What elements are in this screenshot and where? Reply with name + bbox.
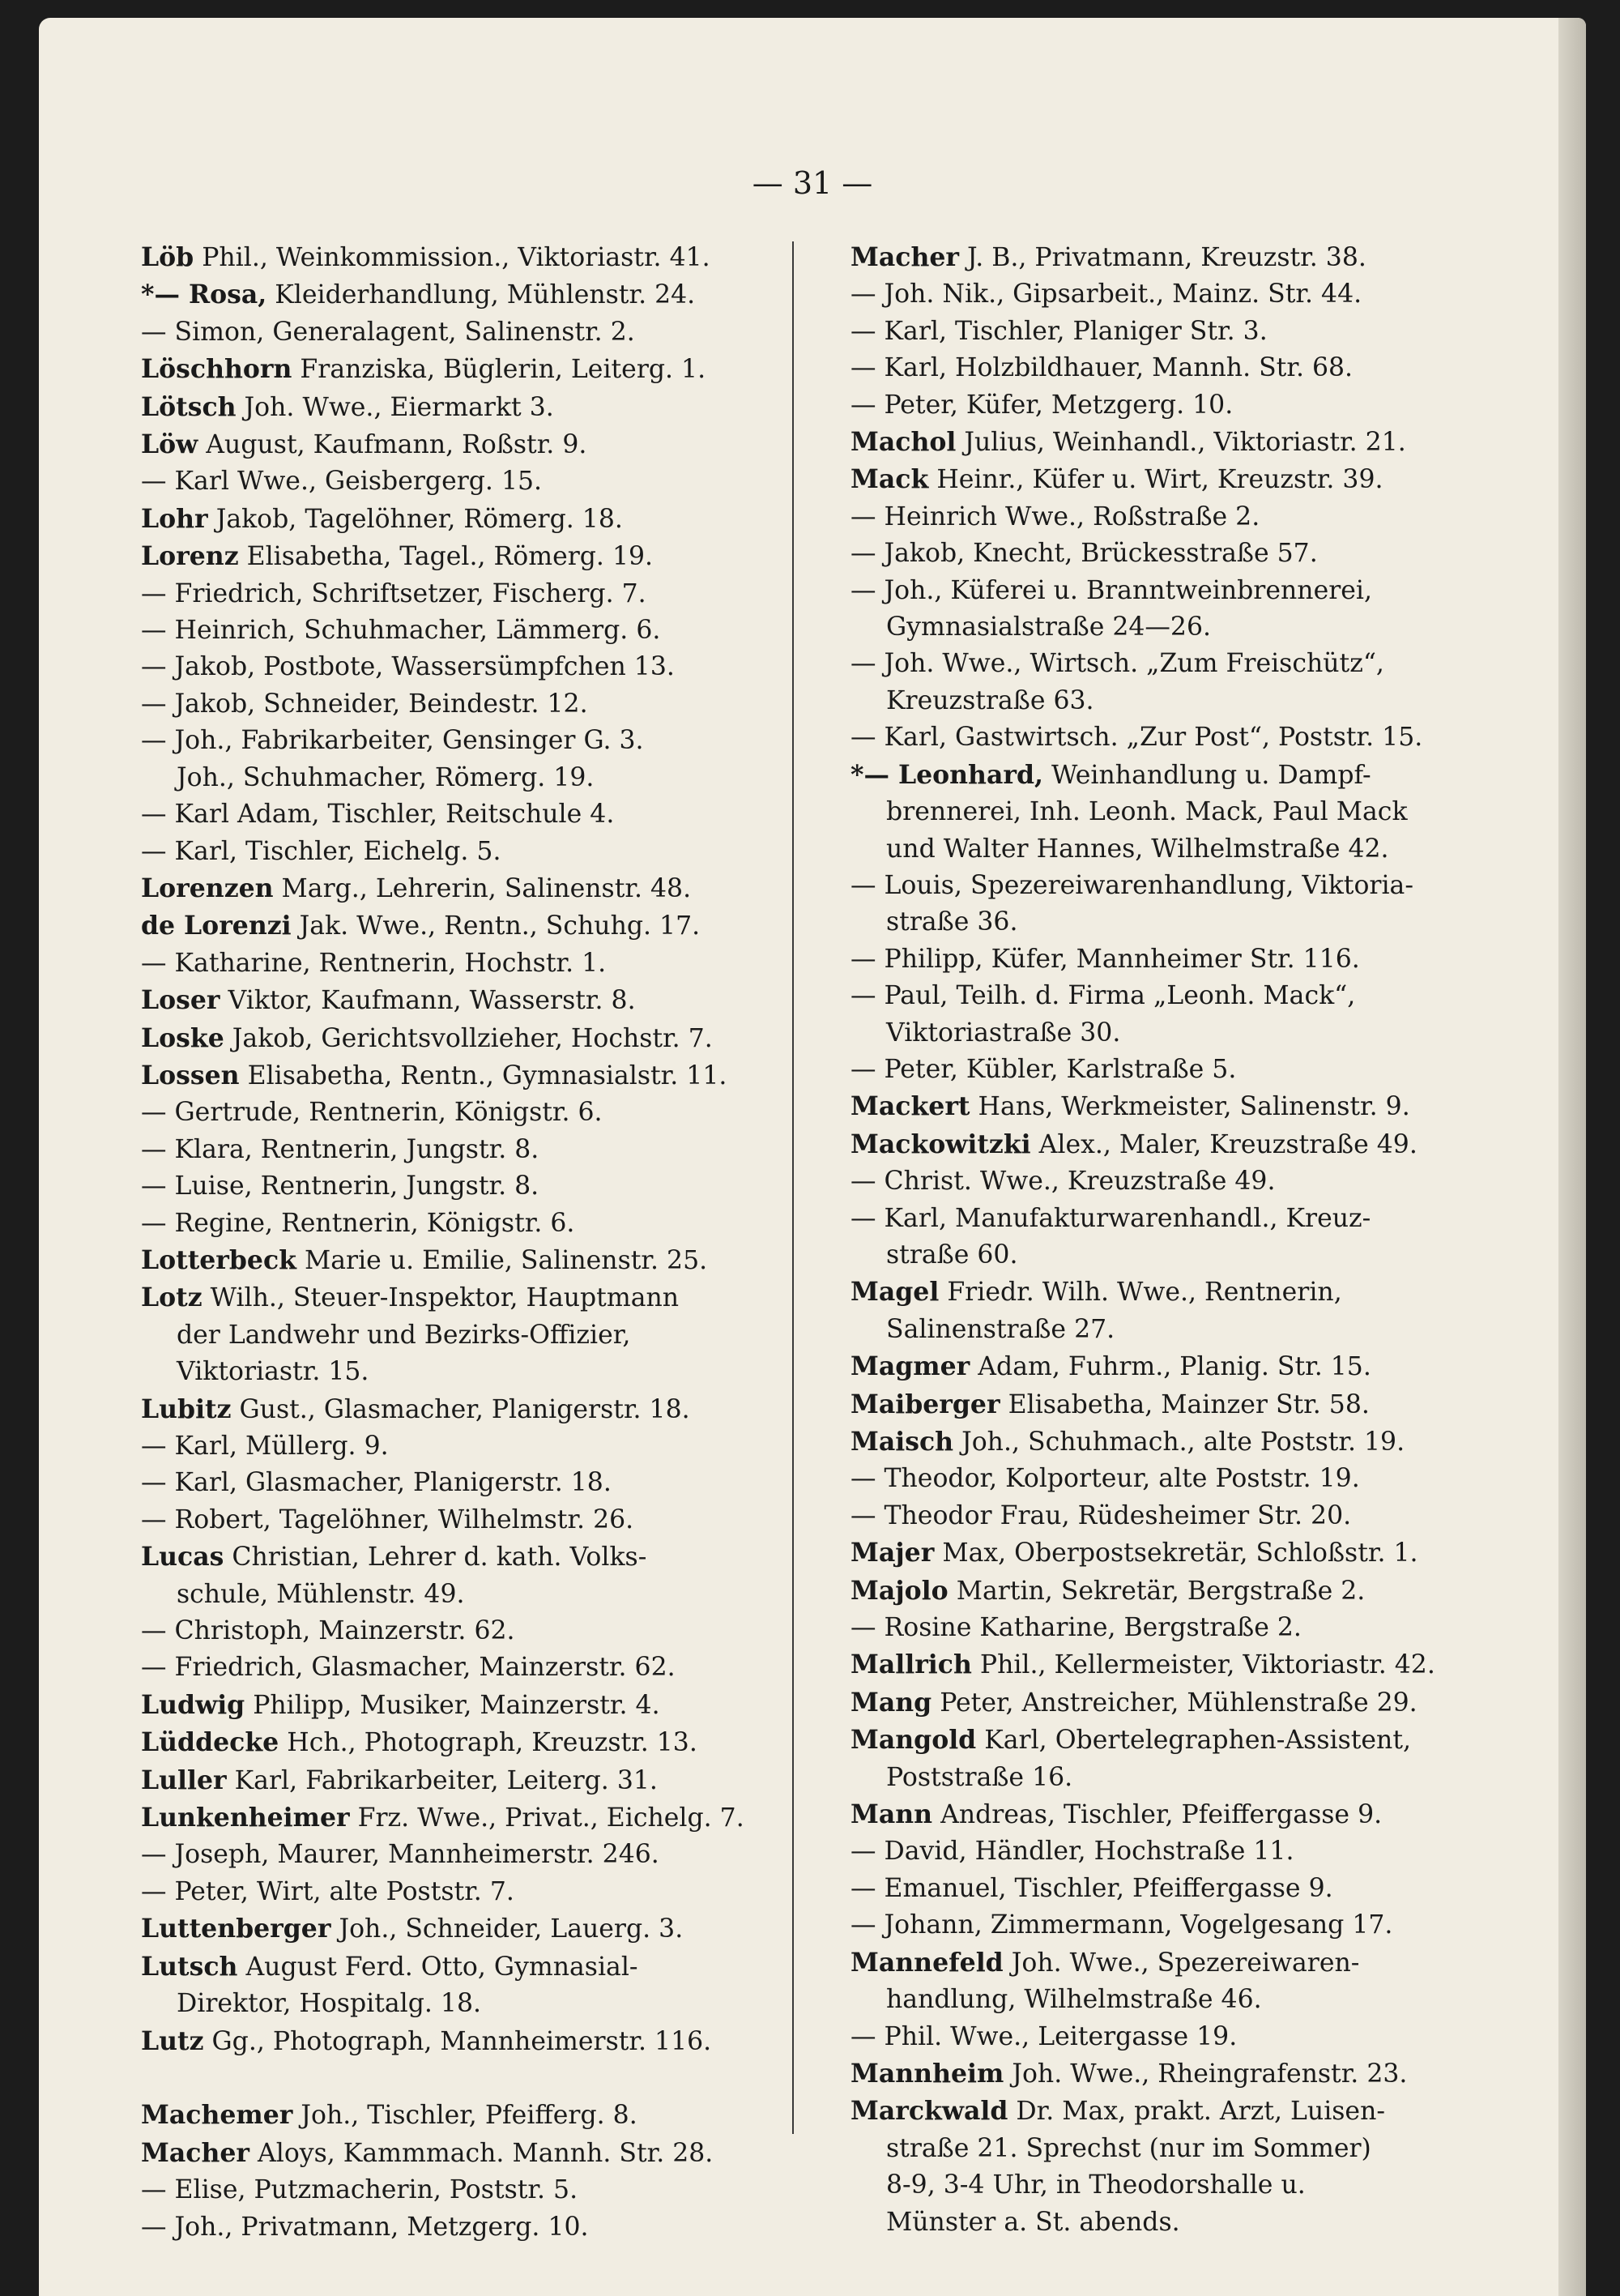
directory-entry — [141, 1613, 818, 1649]
entry-details: — Jakob, Schneider, Beindestr. 12. — [141, 689, 588, 719]
entry-details: Max, Oberpostsekretär, Schloßstr. 1. — [942, 1538, 1418, 1568]
entry-details: — Karl, Gastwirtsch. „Zur Post“, Poststr. 15. — [850, 723, 1423, 753]
entry-details: Alex., Maler, Kreuzstraße 49. — [1038, 1129, 1418, 1159]
entry-surname: Lossen — [141, 1060, 240, 1090]
directory-entry — [850, 1944, 1507, 1982]
entry-surname: Lunkenheimer — [141, 1803, 350, 1833]
entry-details: — Christoph, Mainzerstr. 62. — [141, 1616, 515, 1646]
entry-details: Jak. Wwe., Rentn., Schuhg. 17. — [299, 911, 701, 941]
entry-details: — Theodor, Kolporteur, alte Poststr. 19. — [850, 1464, 1360, 1494]
entry-surname: Loske — [141, 1022, 224, 1053]
column-divider — [792, 241, 794, 2134]
entry-surname: Luttenberger — [141, 1914, 331, 1944]
directory-entry — [141, 276, 818, 314]
directory-entry — [141, 1910, 818, 1948]
directory-entry — [141, 538, 818, 575]
directory-entry — [141, 1279, 818, 1317]
directory-entry — [141, 1577, 818, 1613]
directory-entry — [141, 1502, 818, 1538]
entry-details: Viktoriastr. 15. — [177, 1357, 369, 1387]
entry-details: der Landwehr und Bezirks-Offizier, — [177, 1320, 631, 1350]
entry-details: Viktoriastraße 30. — [886, 1018, 1121, 1048]
entry-details: — Jakob, Postbote, Wassersümpfchen 13. — [141, 652, 675, 682]
entry-details: Gust., Glasmacher, Planigerstr. 18. — [239, 1394, 690, 1424]
entry-surname: Loser — [141, 985, 220, 1016]
left-column — [141, 239, 818, 2246]
entry-surname: Mannefeld — [850, 1947, 1004, 1978]
entry-details: — Joseph, Maurer, Mannheimerstr. 246. — [141, 1840, 659, 1870]
directory-entry — [141, 1837, 818, 1873]
directory-entry — [850, 1461, 1507, 1497]
directory-entry — [141, 760, 818, 796]
directory-entry — [850, 1610, 1507, 1646]
entry-details: Joh. Wwe., Rheingrafenstr. 23. — [1012, 2059, 1408, 2089]
directory-entry — [850, 978, 1507, 1014]
directory-entry — [850, 609, 1507, 646]
entry-surname: Lotterbeck — [141, 1244, 296, 1275]
directory-entry — [850, 683, 1507, 719]
directory-entry — [141, 1020, 818, 1057]
directory-entry — [141, 463, 818, 500]
entry-surname: Löb — [141, 242, 194, 272]
entry-surname: Lötsch — [141, 391, 237, 422]
entry-surname: Majolo — [850, 1575, 949, 1606]
entry-details: — Robert, Tagelöhner, Wilhelmstr. 26. — [141, 1504, 634, 1534]
entry-details: Marie u. Emilie, Salinenstr. 25. — [304, 1245, 708, 1275]
entry-surname: de Lorenzi — [141, 911, 292, 941]
entry-details: — Peter, Küfer, Metzgerg. 10. — [850, 390, 1234, 420]
directory-entry — [850, 2055, 1507, 2093]
entry-details: — Joh., Küferei u. Branntweinbrennerei, — [850, 575, 1373, 605]
entry-surname: Maisch — [850, 1427, 954, 1457]
entry-details: — Karl, Müllerg. 9. — [141, 1432, 389, 1461]
entry-details: — Karl Adam, Tischler, Reitschule 4. — [141, 800, 615, 830]
entry-details: und Walter Hannes, Wilhelmstraße 42. — [886, 834, 1389, 864]
directory-entry — [141, 2023, 818, 2060]
entry-details: Martin, Sekretär, Bergstraße 2. — [956, 1576, 1366, 1606]
directory-entry — [850, 1312, 1507, 1348]
entry-details: — Joh. Nik., Gipsarbeit., Mainz. Str. 44. — [850, 280, 1362, 309]
entry-details: — Philipp, Küfer, Mannheimer Str. 116. — [850, 944, 1360, 974]
directory-entry — [141, 1538, 818, 1576]
directory-entry — [141, 1762, 818, 1799]
entry-details: — Katharine, Rentnerin, Hochstr. 1. — [141, 948, 607, 978]
directory-entry — [850, 1201, 1507, 1237]
entry-details: straße 60. — [886, 1240, 1018, 1270]
entry-details: — Friedrich, Glasmacher, Mainzerstr. 62. — [141, 1653, 676, 1683]
entry-details: Marg., Lehrerin, Salinenstr. 48. — [281, 873, 692, 903]
directory-entry — [141, 1095, 818, 1131]
directory-entry — [850, 1088, 1507, 1125]
directory-entry — [141, 1649, 818, 1686]
entry-surname: Luller — [141, 1765, 227, 1795]
directory-entry — [850, 573, 1507, 609]
directory-entry — [850, 350, 1507, 386]
directory-entry — [850, 1982, 1507, 2018]
entry-details: straße 36. — [886, 907, 1018, 937]
entry-surname: Machemer — [141, 2100, 293, 2131]
directory-entry — [141, 1874, 818, 1910]
directory-entry — [850, 1348, 1507, 1385]
entry-details: Elisabetha, Tagel., Römerg. 19. — [246, 542, 654, 572]
entry-details: Phil., Weinkommission., Viktoriastr. 41. — [202, 243, 710, 272]
directory-entry — [141, 1168, 818, 1205]
directory-entry — [141, 576, 818, 612]
directory-entry — [850, 868, 1507, 904]
entry-surname: Mannheim — [850, 2058, 1004, 2089]
directory-entry — [141, 1799, 818, 1837]
entry-details: Joh., Schneider, Lauerg. 3. — [339, 1914, 684, 1944]
entry-details: — Heinrich, Schuhmacher, Lämmerg. 6. — [141, 616, 661, 646]
directory-entry — [141, 2209, 818, 2246]
entry-details: brennerei, Inh. Leonh. Mack, Paul Mack — [886, 797, 1408, 827]
entry-surname: Löschhorn — [141, 354, 292, 385]
directory-entry — [141, 1242, 818, 1279]
directory-entry — [850, 719, 1507, 756]
directory-entry — [850, 941, 1507, 978]
directory-entry — [141, 426, 818, 463]
directory-entry — [850, 1760, 1507, 1796]
entry-details: — Joh., Fabrikarbeiter, Gensinger G. 3. — [141, 726, 644, 756]
entry-surname: Mackowitzki — [850, 1129, 1031, 1159]
directory-entry — [141, 1986, 818, 2022]
directory-entry — [850, 1498, 1507, 1534]
directory-entry — [141, 239, 818, 276]
directory-entry — [850, 1423, 1507, 1461]
entry-details: Adam, Fuhrm., Planig. Str. 15. — [978, 1352, 1371, 1382]
entry-details: — Karl, Manufakturwarenhandl., Kreuz- — [850, 1203, 1371, 1233]
directory-entry — [141, 870, 818, 907]
entry-surname: Magel — [850, 1277, 940, 1308]
directory-entry — [850, 1015, 1507, 1052]
entry-surname: Mack — [850, 464, 929, 495]
entry-details: — Heinrich Wwe., Roßstraße 2. — [850, 501, 1260, 531]
directory-entry — [141, 1948, 818, 1986]
entry-surname: Machol — [850, 427, 957, 458]
directory-entry — [141, 834, 818, 870]
entry-details: Direktor, Hospitalg. 18. — [177, 1989, 482, 2019]
entry-details: Peter, Anstreicher, Mühlenstraße 29. — [940, 1688, 1418, 1718]
directory-entry — [141, 2135, 818, 2172]
directory-entry — [850, 2093, 1507, 2130]
directory-entry — [141, 2097, 818, 2134]
entry-details: handlung, Wilhelmstraße 46. — [886, 1985, 1262, 2015]
entry-surname: Lutz — [141, 2025, 204, 2056]
entry-details: — Gertrude, Rentnerin, Königstr. 6. — [141, 1098, 603, 1128]
entry-details: Dr. Max, prakt. Arzt, Luisen- — [1016, 2097, 1386, 2127]
directory-entry — [850, 1163, 1507, 1200]
directory-entry — [850, 1052, 1507, 1088]
directory-entry — [141, 351, 818, 388]
entry-details: — Klara, Rentnerin, Jungstr. 8. — [141, 1134, 539, 1164]
entry-details: Karl, Fabrikarbeiter, Leiterg. 31. — [234, 1765, 658, 1795]
entry-details: — Karl, Holzbildhauer, Mannh. Str. 68. — [850, 353, 1354, 383]
entry-details: Kreuzstraße 63. — [886, 685, 1094, 715]
entry-surname: Mallrich — [850, 1649, 972, 1680]
directory-entry — [850, 1722, 1507, 1759]
directory-entry — [141, 1057, 818, 1095]
entry-details: — Emanuel, Tischler, Pfeiffergasse 9. — [850, 1873, 1333, 1903]
directory-entry — [850, 2204, 1507, 2241]
entry-surname: Lotz — [141, 1282, 202, 1313]
entry-details: Salinenstraße 27. — [886, 1314, 1115, 1344]
directory-entry — [850, 314, 1507, 350]
right-column — [850, 239, 1507, 2241]
directory-entry — [850, 757, 1507, 794]
entry-details: — Regine, Rentnerin, Königstr. 6. — [141, 1208, 575, 1238]
directory-entry — [141, 796, 818, 833]
directory-entry — [850, 1796, 1507, 1833]
directory-entry — [850, 1126, 1507, 1163]
entry-details: Joh., Schuhmacher, Römerg. 19. — [177, 762, 595, 792]
entry-details: Phil., Kellermeister, Viktoriastr. 42. — [979, 1650, 1435, 1680]
entry-details: — Joh. Wwe., Wirtsch. „Zum Freischütz“, — [850, 649, 1384, 679]
entry-surname: Lucas — [141, 1542, 224, 1573]
directory-entry — [850, 1646, 1507, 1684]
entry-details: — Karl Wwe., Geisbergerg. 15. — [141, 467, 543, 497]
entry-surname: *— Leonhard, — [850, 759, 1043, 790]
entry-details: — Joh., Privatmann, Metzgerg. 10. — [141, 2212, 589, 2242]
directory-entry — [850, 536, 1507, 572]
entry-details: Weinhandlung u. Dampf- — [1051, 760, 1371, 790]
entry-details: J. B., Privatmann, Kreuzstr. 38. — [967, 243, 1366, 272]
entry-details: Jakob, Gerichtsvollzieher, Hochstr. 7. — [232, 1023, 713, 1053]
directory-entry — [850, 2131, 1507, 2167]
entry-details: Hch., Photograph, Kreuzstr. 13. — [287, 1728, 697, 1758]
entry-details: — Karl, Tischler, Eichelg. 5. — [141, 836, 501, 866]
entry-details: — Johann, Zimmermann, Vogelgesang 17. — [850, 1910, 1393, 1940]
directory-entry — [141, 945, 818, 982]
directory-entry — [141, 1687, 818, 1724]
entry-details: Philipp, Musiker, Mainzerstr. 4. — [253, 1690, 660, 1720]
entry-details: Frz. Wwe., Privat., Eichelg. 7. — [357, 1803, 744, 1833]
entry-details: Aloys, Kammmach. Mannh. Str. 28. — [258, 2138, 714, 2168]
directory-entry — [850, 1573, 1507, 1610]
entry-surname: Lohr — [141, 503, 208, 534]
page-number: — 31 — — [752, 165, 873, 201]
entry-details: Gymnasialstraße 24—26. — [886, 612, 1212, 642]
directory-page — [39, 18, 1586, 2296]
entry-details: 8-9, 3-4 Uhr, in Theodorshalle u. — [886, 2170, 1306, 2200]
directory-entry — [850, 831, 1507, 868]
entry-details: Wilh., Steuer-Inspektor, Hauptmann — [210, 1283, 680, 1313]
directory-entry — [850, 1833, 1507, 1870]
directory-entry — [850, 1684, 1507, 1722]
entry-surname: *— Rosa, — [141, 280, 267, 310]
entry-details: Friedr. Wilh. Wwe., Rentnerin, — [947, 1278, 1342, 1308]
entry-surname: Lubitz — [141, 1393, 232, 1424]
directory-entry — [141, 1132, 818, 1168]
entry-surname: Marckwald — [850, 2096, 1008, 2127]
directory-entry — [850, 276, 1507, 313]
entry-details: — Theodor Frau, Rüdesheimer Str. 20. — [850, 1500, 1352, 1530]
directory-entry — [850, 1534, 1507, 1572]
entry-details: Franziska, Büglerin, Leiterg. 1. — [300, 355, 706, 385]
entry-details: Christian, Lehrer d. kath. Volks- — [232, 1543, 647, 1573]
directory-entry — [850, 794, 1507, 830]
entry-details: — Rosine Katharine, Bergstraße 2. — [850, 1613, 1302, 1643]
directory-entry — [850, 387, 1507, 424]
entry-details: — Christ. Wwe., Kreuzstraße 49. — [850, 1167, 1276, 1197]
directory-entry — [850, 239, 1507, 276]
entry-surname: Löw — [141, 429, 198, 460]
directory-entry — [850, 1237, 1507, 1274]
directory-entry — [141, 1354, 818, 1390]
entry-details: — Peter, Kübler, Karlstraße 5. — [850, 1054, 1237, 1084]
entry-details: — Karl, Tischler, Planiger Str. 3. — [850, 316, 1268, 346]
entry-details: August, Kaufmann, Roßstr. 9. — [206, 430, 587, 460]
directory-entry — [850, 646, 1507, 682]
entry-details: — Peter, Wirt, alte Poststr. 7. — [141, 1876, 514, 1906]
page-edge-shadow — [1558, 18, 1586, 2296]
directory-entry — [141, 1206, 818, 1242]
directory-entry — [141, 2172, 818, 2209]
entry-details: August Ferd. Otto, Gymnasial- — [245, 1952, 638, 1982]
entry-surname: Macher — [850, 242, 959, 272]
entry-details: — Friedrich, Schriftsetzer, Fischerg. 7. — [141, 578, 646, 608]
directory-entry — [850, 424, 1507, 461]
directory-entry — [141, 1724, 818, 1761]
entry-details: schule, Mühlenstr. 49. — [177, 1579, 465, 1609]
entry-surname: Lutsch — [141, 1951, 238, 1982]
directory-entry — [850, 1386, 1507, 1423]
entry-details: Joh. Wwe., Spezereiwaren- — [1011, 1948, 1360, 1978]
entry-details: Joh., Tischler, Pfeifferg. 8. — [301, 2101, 637, 2131]
directory-entry — [141, 1465, 818, 1501]
entry-details: — David, Händler, Hochstraße 11. — [850, 1837, 1294, 1867]
directory-entry — [141, 686, 818, 723]
entry-details: — Phil. Wwe., Leitergasse 19. — [850, 2021, 1238, 2051]
entry-details: Jakob, Tagelöhner, Römerg. 18. — [215, 504, 623, 534]
entry-details: Gg., Photograph, Mannheimerstr. 116. — [211, 2026, 712, 2056]
entry-details: — Elise, Putzmacherin, Poststr. 5. — [141, 2175, 578, 2205]
entry-surname: Macher — [141, 2137, 249, 2168]
entry-surname: Lorenzen — [141, 873, 274, 903]
directory-entry — [850, 904, 1507, 941]
entry-details: straße 21. Sprechst (nur im Sommer) — [886, 2133, 1371, 2163]
entry-surname: Mang — [850, 1687, 932, 1718]
entry-details: — Simon, Generalagent, Salinenstr. 2. — [141, 317, 635, 347]
entry-details: Andreas, Tischler, Pfeiffergasse 9. — [940, 1800, 1383, 1830]
entry-surname: Mangold — [850, 1725, 977, 1756]
entry-surname: Maiberger — [850, 1389, 1000, 1419]
entry-details: Poststraße 16. — [886, 1762, 1073, 1792]
entry-details: Joh., Schuhmach., alte Poststr. 19. — [961, 1428, 1405, 1457]
entry-details: — Jakob, Knecht, Brückesstraße 57. — [850, 539, 1318, 569]
directory-entry — [850, 1274, 1507, 1311]
directory-entry — [141, 907, 818, 945]
entry-gap — [141, 2060, 818, 2097]
entry-details: Julius, Weinhandl., Viktoriastr. 21. — [964, 428, 1406, 458]
entry-details: Joh. Wwe., Eiermarkt 3. — [244, 392, 554, 422]
entry-details: Hans, Werkmeister, Salinenstr. 9. — [978, 1092, 1410, 1122]
entry-surname: Mackert — [850, 1091, 970, 1122]
entry-surname: Majer — [850, 1538, 935, 1568]
entry-surname: Lorenz — [141, 541, 239, 572]
directory-entry — [141, 612, 818, 649]
directory-entry — [850, 1871, 1507, 1907]
entry-details: — Louis, Spezereiwarenhandlung, Viktoria- — [850, 870, 1413, 900]
directory-entry — [141, 1428, 818, 1465]
directory-entry — [141, 649, 818, 685]
directory-entry — [850, 461, 1507, 498]
directory-entry — [141, 982, 818, 1019]
directory-entry — [141, 389, 818, 426]
entry-surname: Ludwig — [141, 1689, 245, 1720]
directory-entry — [141, 314, 818, 351]
entry-details: Elisabetha, Mainzer Str. 58. — [1008, 1389, 1370, 1419]
entry-surname: Magmer — [850, 1351, 970, 1382]
entry-details: — Luise, Rentnerin, Jungstr. 8. — [141, 1171, 539, 1201]
directory-entry — [141, 723, 818, 759]
entry-details: Karl, Obertelegraphen-Assistent, — [984, 1726, 1412, 1756]
directory-entry — [850, 2019, 1507, 2055]
entry-details: Münster a. St. abends. — [886, 2207, 1180, 2237]
entry-surname: Lüddecke — [141, 1727, 279, 1758]
directory-entry — [850, 499, 1507, 536]
directory-entry — [850, 2167, 1507, 2204]
directory-entry — [850, 1907, 1507, 1944]
entry-details: Kleiderhandlung, Mühlenstr. 24. — [275, 280, 696, 310]
entry-details: Elisabetha, Rentn., Gymnasialstr. 11. — [247, 1061, 727, 1090]
entry-details: — Karl, Glasmacher, Planigerstr. 18. — [141, 1468, 612, 1498]
directory-entry — [141, 1317, 818, 1354]
entry-details: — Paul, Teilh. d. Firma „Leonh. Mack“, — [850, 981, 1356, 1011]
directory-entry — [141, 1391, 818, 1428]
entry-details: Viktor, Kaufmann, Wasserstr. 8. — [228, 986, 636, 1016]
entry-surname: Mann — [850, 1799, 933, 1830]
directory-entry — [141, 501, 818, 538]
entry-details: Heinr., Küfer u. Wirt, Kreuzstr. 39. — [936, 465, 1383, 495]
